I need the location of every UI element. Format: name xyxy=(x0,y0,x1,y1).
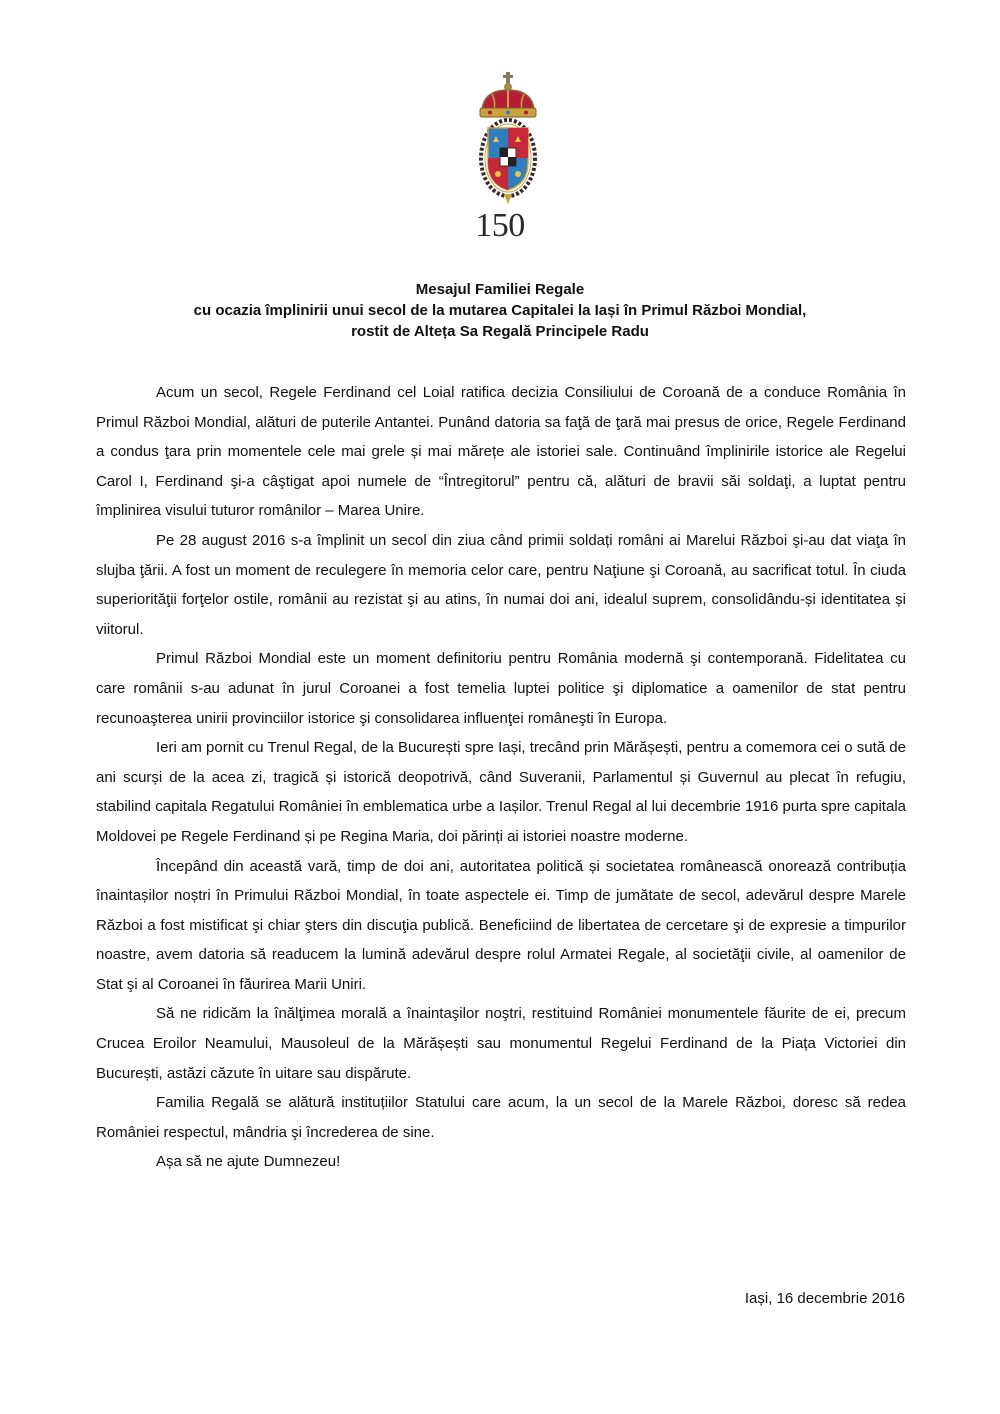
paragraph-5: Începând din această vară, timp de doi ani, autoritatea politică și societatea românească onorează contribuția înaintașilor noștri în Primului Război Mondial, în toate aspectele ei. Timp de jumătate de secol, adevărul despre Marele Război a fost mistificat şi chiar şters din discuţia publică. Beneficiind de libertatea de cercetare şi de expresie a timpurilor noastre, avem datoria să readucem la lumină adevărul despre rolul Armatei Regale, al societăţii civile, al oamenilor de Stat şi al Coroanei în făurirea Marii Uniri. xyxy=(96,857,906,993)
document-heading xyxy=(60,279,940,342)
closing-blessing: Așa să ne ajute Dumnezeu! xyxy=(156,1153,341,1171)
paragraph-4: Ieri am pornit cu Trenul Regal, de la București spre Iași, trecând prin Mărășești, pentru a comemora cei o sută de ani scurși de la acea zi, tragică și istorică deopotrivă, când Suveranii, Parlamentul și Guvernul au plecat în refugiu, stabilind capitala Regatului României în emblematica urbe a Iașilor. Trenul Regal al lui decembrie 1916 purta spre capitala Moldovei pe Regele Ferdinand și pe Regina Maria, doi părinți ai istoriei noastre moderne. xyxy=(96,739,906,845)
heading-line-1: Mesajul Familiei Regale xyxy=(415,281,585,298)
paragraph-1: Acum un secol, Regele Ferdinand cel Loial ratifica decizia Consiliului de Coroană de a conduce România în Primul Război Mondial, alături de puterile Antantei. Punând datoria sa faţă de ţară mai presus de orice, Regele Ferdinand a condus ţara prin momentele cele mai grele și mai mărețe ale istoriei sale. Continuând împlinirile istorice ale Regelui Carol I, Ferdinand şi-a câştigat apoi numele de “Întregitorul” pentru că, alături de bravii săi soldaţi, a luptat pentru împlinirea visului tuturor românilor – Marea Unire. xyxy=(96,384,906,520)
royal-crowned-shield-icon xyxy=(470,70,546,210)
paragraph-6: Să ne ridicăm la înălţimea morală a înaintaşilor noştri, restituind României monumentele făurite de ei, precum Crucea Eroilor Neamului, Mausoleul de la Mărășești sau monumentul Regelui Ferdinand de la Piața Victoriei din București, astăzi căzute în uitare sau dispărute. xyxy=(96,1005,906,1082)
message-body xyxy=(96,378,906,1177)
place-and-date: Iași, 16 decembrie 2016 xyxy=(744,1290,905,1307)
heading-line-3: rostit de Alteța Sa Regală Principele Radu xyxy=(351,323,649,340)
paragraph-7: Familia Regală se alătură instituțiilor Statului care acum, la un secol de la Marele Război, doresc să redea României respectul, mândria şi încrederea de sine. xyxy=(96,1094,906,1141)
anniversary-number: 150 xyxy=(475,207,525,244)
paragraph-3: Primul Război Mondial este un moment definitoriu pentru România modernă şi contemporană. Fidelitatea cu care românii s-au adunat în jurul Coroanei a fost temelia luptei politice şi diplomatice a oamenilor de stat pentru recunoaşterea unirii provinciilor istorice şi consolidarea influenţei româneşti în Europa. xyxy=(96,650,906,727)
paragraph-2: Pe 28 august 2016 s-a împlinit un secol din ziua când primii soldați români ai Marelui Război şi-au dat viaţa în slujba ţării. A fost un moment de reculegere în memoria celor care, pentru Naţiune şi Coroană, au sacrificat totul. În ciuda superiorităţii forţelor ostile, românii au rezistat şi au atins, în numai doi ani, idealul suprem, consolidându-și identitatea și viitorul. xyxy=(96,531,906,638)
heading-line-2: cu ocazia împlinirii unui secol de la mutarea Capitalei la Iași în Primul Război Mondial, xyxy=(193,302,807,319)
